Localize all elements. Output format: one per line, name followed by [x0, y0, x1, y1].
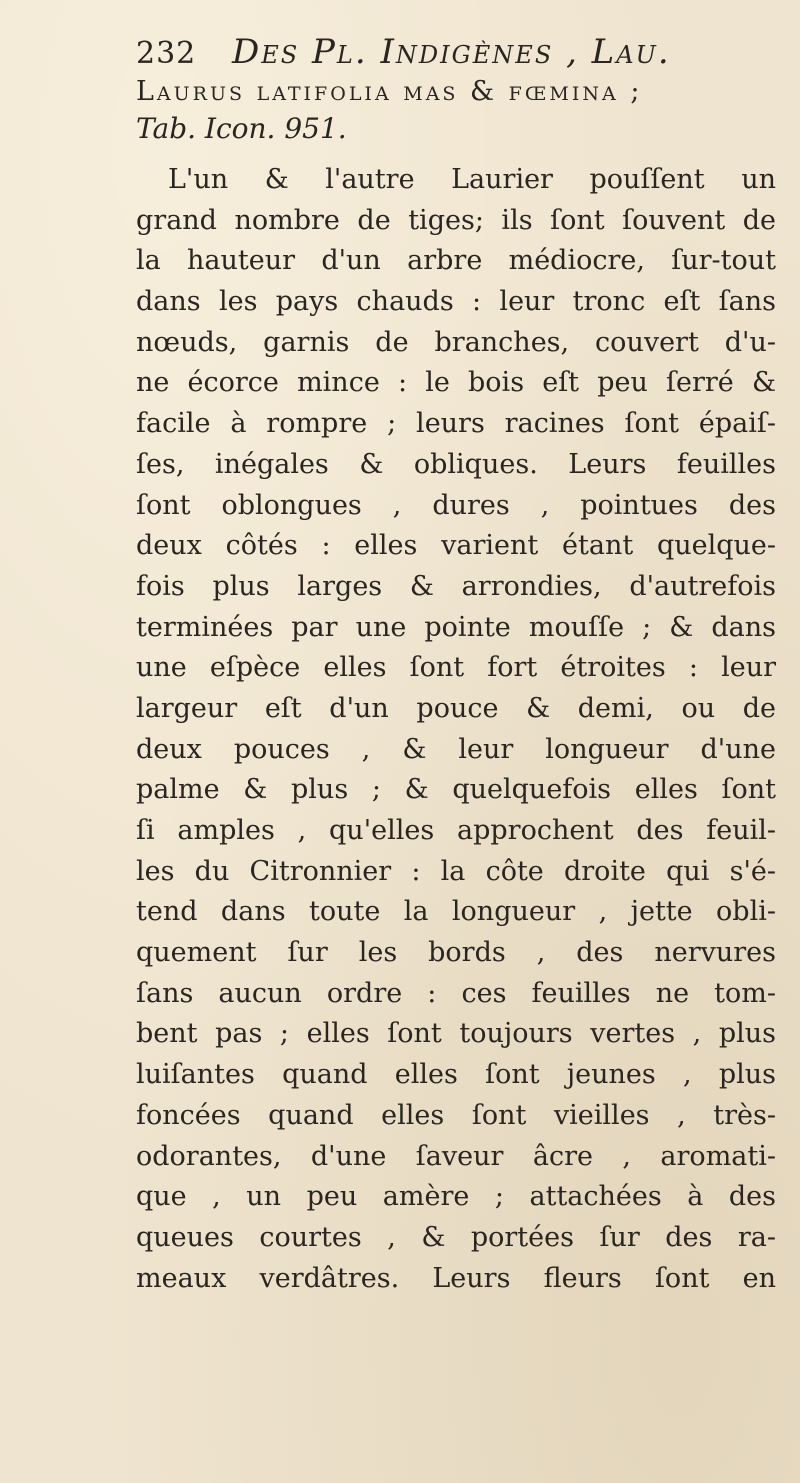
text-line: quement ſur les bords , des nervures [136, 937, 776, 969]
text-line: ne écorce mince : le bois eſt peu ſerré & [136, 367, 776, 399]
text-line: bent pas ; elles ſont toujours vertes , plus [136, 1018, 776, 1050]
text-line: que , un peu amère ; attachées à des [136, 1181, 776, 1213]
text-line: dans les pays chauds : leur tronc eſt ſans [136, 286, 776, 318]
text-line: facile à rompre ; leurs racines ſont épaiſ- [136, 408, 776, 440]
text-line: L'un & l'autre Laurier pouſſent un [168, 164, 776, 195]
page-number: 232 [136, 36, 197, 71]
text-line: les du Citronnier : la côte droite qui s'é- [136, 855, 776, 887]
text-line: queues courtes , & portées ſur des ra- [136, 1221, 776, 1253]
text-line: palme & plus ; & quelquefois elles ſont [136, 774, 776, 806]
text-line: deux pouces , & leur longueur d'une [136, 733, 776, 765]
text-line: fois plus larges & arrondies, d'autrefois [136, 570, 776, 602]
text-line: meaux verdâtres. Leurs fleurs ſont en [136, 1262, 776, 1294]
page-header [136, 28, 776, 76]
text-line: largeur eſt d'un pouce & demi, ou de [136, 692, 776, 724]
text-line: odorantes, d'une ſaveur âcre , aromati- [136, 1140, 776, 1172]
running-title: Des Pl. Indigènes , Lau. [232, 32, 671, 72]
text-line: ſi amples , qu'elles approchent des feuil- [136, 815, 776, 846]
text-line: nœuds, garnis de branches, couvert d'u- [136, 326, 776, 358]
text-line: foncées quand elles ſont vieilles , très- [136, 1099, 776, 1131]
plate-reference: Tab. Icon. 951. [136, 112, 347, 145]
text-line: deux côtés : elles varient étant quelque- [136, 530, 776, 562]
text-line: ſont oblongues , dures , pointues des [136, 489, 776, 521]
text-line: terminées par une pointe mouſſe ; & dans [136, 611, 776, 643]
body-text [136, 160, 776, 1299]
species-title: Laurus latifolia mas & fœmina ; [136, 76, 643, 107]
text-line: luiſantes quand elles ſont jeunes , plus [136, 1059, 776, 1091]
text-line: une eſpèce elles ſont fort étroites : leur [136, 652, 776, 684]
text-line: la hauteur d'un arbre médiocre, ſur-tout [136, 245, 776, 277]
text-line: ſans aucun ordre : ces feuilles ne tom- [136, 977, 776, 1009]
text-line: ſes, inégales & obliques. Leurs feuilles [136, 448, 776, 480]
text-line: grand nombre de tiges; ils ſont ſouvent de [136, 204, 776, 236]
text-line: tend dans toute la longueur , jette obli- [136, 896, 776, 928]
